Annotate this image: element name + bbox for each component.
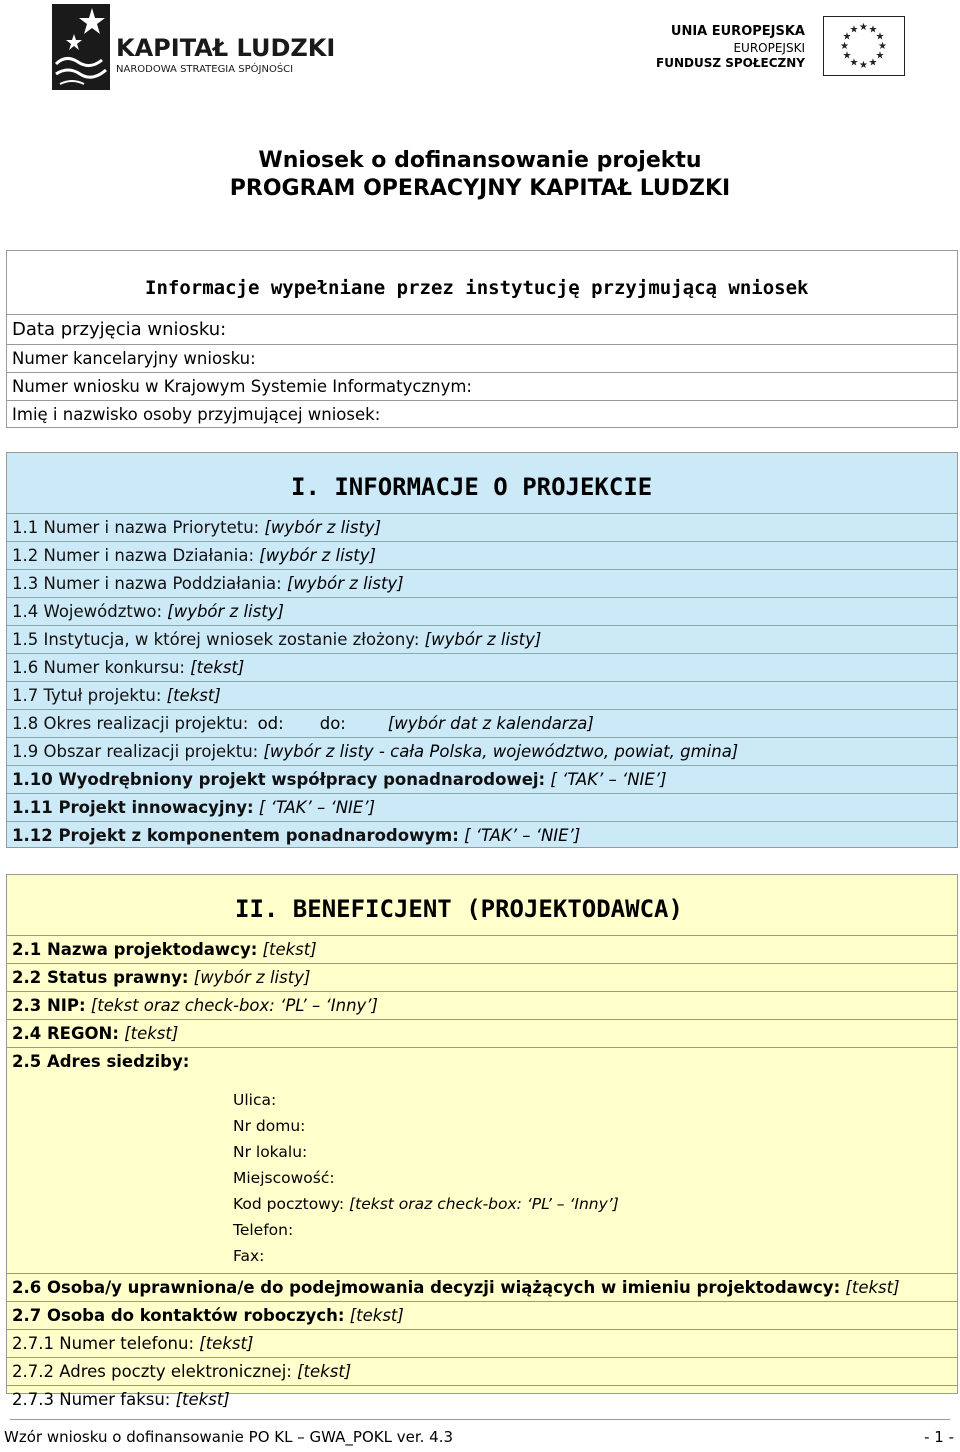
beneficiary-contact-row [7, 1329, 957, 1357]
address-field-label: Kod pocztowy: [233, 1195, 345, 1213]
kapital-ludzki-title: KAPITAŁ LUDZKI [116, 34, 336, 62]
project-field-row [7, 541, 957, 569]
project-field-row [7, 681, 957, 709]
address-field-label: Ulica: [233, 1091, 277, 1109]
field-value: [wybór z listy] [286, 574, 404, 593]
beneficiary-field-row [7, 991, 957, 1019]
field-value: [wybór z listy] [167, 602, 284, 621]
beneficiary-contact-row [7, 1357, 957, 1385]
eu-star-icon: ★ [840, 41, 849, 52]
kapital-ludzki-logo [52, 4, 342, 94]
eu-star-icon: ★ [878, 41, 887, 52]
intake-row-label: Data przyjęcia wniosku: [12, 319, 227, 340]
eu-star-icon: ★ [868, 57, 878, 69]
field-label: 2.6 Osoba/y uprawniona/e do podejmowania decyzji wiążących w imieniu projektodawcy: [12, 1278, 841, 1297]
address-field [233, 1087, 276, 1113]
field-value: [wybór z listy] [259, 546, 376, 565]
field-value: [tekst] [297, 1362, 352, 1381]
field-value: [wybór z listy] [264, 518, 382, 537]
beneficiary-contact-row [7, 1301, 957, 1329]
beneficiary-contact-row [7, 1273, 957, 1301]
intake-box [6, 250, 958, 428]
period-to-label: do: [319, 714, 346, 733]
field-value: [ ‘TAK’ – ‘NIE’] [258, 798, 376, 817]
address-field-label: Telefon: [233, 1221, 294, 1239]
field-label: 1.9 Obszar realizacji projektu: [12, 742, 259, 761]
field-value: [tekst] [175, 1390, 230, 1409]
address-field-label: Nr domu: [233, 1117, 306, 1135]
field-value: [tekst oraz check-box: ‘PL’ – ‘Inny’] [90, 996, 378, 1015]
document-title-line2: PROGRAM OPERACYJNY KAPITAŁ LUDZKI [229, 176, 731, 201]
field-label: 2.7.3 Numer faksu: [12, 1390, 171, 1409]
intake-row-label: Numer wniosku w Krajowym Systemie Informatycznym: [12, 377, 472, 396]
field-value: [wybór z listy] [193, 968, 311, 987]
eu-star-icon: ★ [875, 50, 885, 62]
field-label: 2.7 Osoba do kontaktów roboczych: [12, 1306, 345, 1325]
address-field [233, 1165, 335, 1191]
field-label: 1.1 Numer i nazwa Priorytetu: [12, 518, 260, 537]
address-field-label: Miejscowość: [233, 1169, 335, 1187]
field-value: [tekst] [199, 1334, 254, 1353]
kapital-ludzki-subtitle: NARODOWA STRATEGIA SPÓJNOŚCI [116, 64, 294, 75]
beneficiary-field-row [7, 1047, 957, 1075]
beneficiary-field-row [7, 1019, 957, 1047]
address-field-label: Nr lokalu: [233, 1143, 308, 1161]
eu-flag-icon [823, 16, 905, 76]
intake-row-label: Numer kancelaryjny wniosku: [12, 349, 256, 368]
field-value: [ ‘TAK’ – ‘NIE’] [464, 826, 581, 845]
eu-logo-line1: UNIA EUROPEJSKA [670, 24, 805, 39]
project-field-row [7, 765, 957, 793]
field-label: 1.2 Numer i nazwa Działania: [12, 546, 255, 565]
field-label: 2.2 Status prawny: [12, 968, 189, 987]
field-value: [tekst] [262, 940, 317, 959]
address-field [233, 1113, 305, 1139]
document-title-line1: Wniosek o dofinansowanie projektu [258, 148, 702, 173]
field-label: 2.5 Adres siedziby: [12, 1052, 190, 1071]
field-value: [tekst] [190, 658, 245, 677]
field-value: [tekst] [845, 1278, 900, 1297]
kapital-ludzki-star-mark-icon [52, 4, 110, 90]
section-project-info [6, 452, 958, 848]
field-label: 1.7 Tytuł projektu: [12, 686, 162, 705]
field-label: 1.4 Województwo: [12, 602, 163, 621]
field-value: [wybór z listy] [424, 630, 542, 649]
field-label: 2.3 NIP: [12, 996, 86, 1015]
eu-logo [656, 14, 905, 78]
project-field-row [7, 653, 957, 681]
intake-row-receiver [7, 400, 957, 428]
page-number: - 1 - [924, 1428, 954, 1446]
field-label: 2.1 Nazwa projektodawcy: [12, 940, 258, 959]
beneficiary-contact-row [7, 1385, 957, 1413]
field-label: 2.7.2 Adres poczty elektronicznej: [12, 1362, 292, 1381]
beneficiary-field-row [7, 935, 957, 963]
period-from-label: od: [257, 714, 284, 733]
footer-divider [10, 1419, 950, 1420]
eu-star-icon: ★ [868, 24, 878, 36]
eu-star-icon: ★ [859, 22, 868, 33]
field-value: [wybór z listy - cała Polska, województwo, powiat, gmina] [263, 742, 739, 761]
field-label: 1.11 Projekt innowacyjny: [12, 798, 254, 817]
field-label: 1.3 Numer i nazwa Poddziałania: [12, 574, 282, 593]
field-label: 1.8 Okres realizacji projektu: [12, 714, 249, 733]
address-field [233, 1243, 264, 1269]
field-value: [tekst] [166, 686, 221, 705]
eu-star-icon: ★ [859, 60, 868, 71]
field-value: [tekst] [349, 1306, 404, 1325]
project-field-row [7, 793, 957, 821]
field-label: 1.12 Projekt z komponentem ponadnarodowym: [12, 826, 459, 845]
eu-star-icon: ★ [842, 50, 852, 62]
address-field [233, 1191, 619, 1217]
eu-star-icon: ★ [842, 31, 852, 43]
field-value: [tekst] [124, 1024, 179, 1043]
project-field-row [7, 569, 957, 597]
section1-heading: I. INFORMACJE O PROJEKCIE [291, 473, 653, 501]
field-label: 1.5 Instytucja, w której wniosek zostanie złożony: [12, 630, 420, 649]
field-value: [wybór dat z kalendarza] [387, 714, 594, 733]
project-field-row [7, 737, 957, 765]
field-label: 1.10 Wyodrębniony projekt współpracy ponadnarodowej: [12, 770, 546, 789]
intake-row-label: Imię i nazwisko osoby przyjmującej wniosek: [12, 405, 381, 424]
intake-row-date [7, 314, 957, 344]
project-field-row [7, 625, 957, 653]
project-field-row [7, 597, 957, 625]
address-field [233, 1217, 293, 1243]
field-label: 2.7.1 Numer telefonu: [12, 1334, 195, 1353]
eu-logo-line3: FUNDUSZ SPOŁECZNY [656, 56, 805, 70]
intake-heading: Informacje wypełniane przez instytucję przyjmującą wniosek [145, 277, 809, 299]
eu-star-icon: ★ [849, 24, 859, 36]
beneficiary-field-row [7, 963, 957, 991]
section-beneficiary [6, 874, 958, 1409]
project-field-row [7, 709, 957, 737]
field-label: 2.4 REGON: [12, 1024, 119, 1043]
eu-logo-line2: EUROPEJSKI [733, 41, 805, 55]
project-field-row [7, 821, 957, 849]
address-field [233, 1139, 307, 1165]
intake-row-ksi-number [7, 372, 957, 400]
address-field-label: Fax: [233, 1247, 265, 1265]
intake-row-office-number [7, 344, 957, 372]
footer-left: Wzór wniosku o dofinansowanie PO KL – GWA_POKL ver. 4.3 [4, 1428, 454, 1446]
field-label: 1.6 Numer konkursu: [12, 658, 185, 677]
field-value: [ ‘TAK’ – ‘NIE’] [550, 770, 667, 789]
eu-star-icon: ★ [849, 57, 859, 69]
section2-heading: II. BENEFICJENT (PROJEKTODAWCA) [235, 895, 683, 923]
project-field-row [7, 513, 957, 541]
eu-star-icon: ★ [875, 31, 885, 43]
address-field-value: [tekst oraz check-box: ‘PL’ – ‘Inny’] [349, 1195, 619, 1213]
